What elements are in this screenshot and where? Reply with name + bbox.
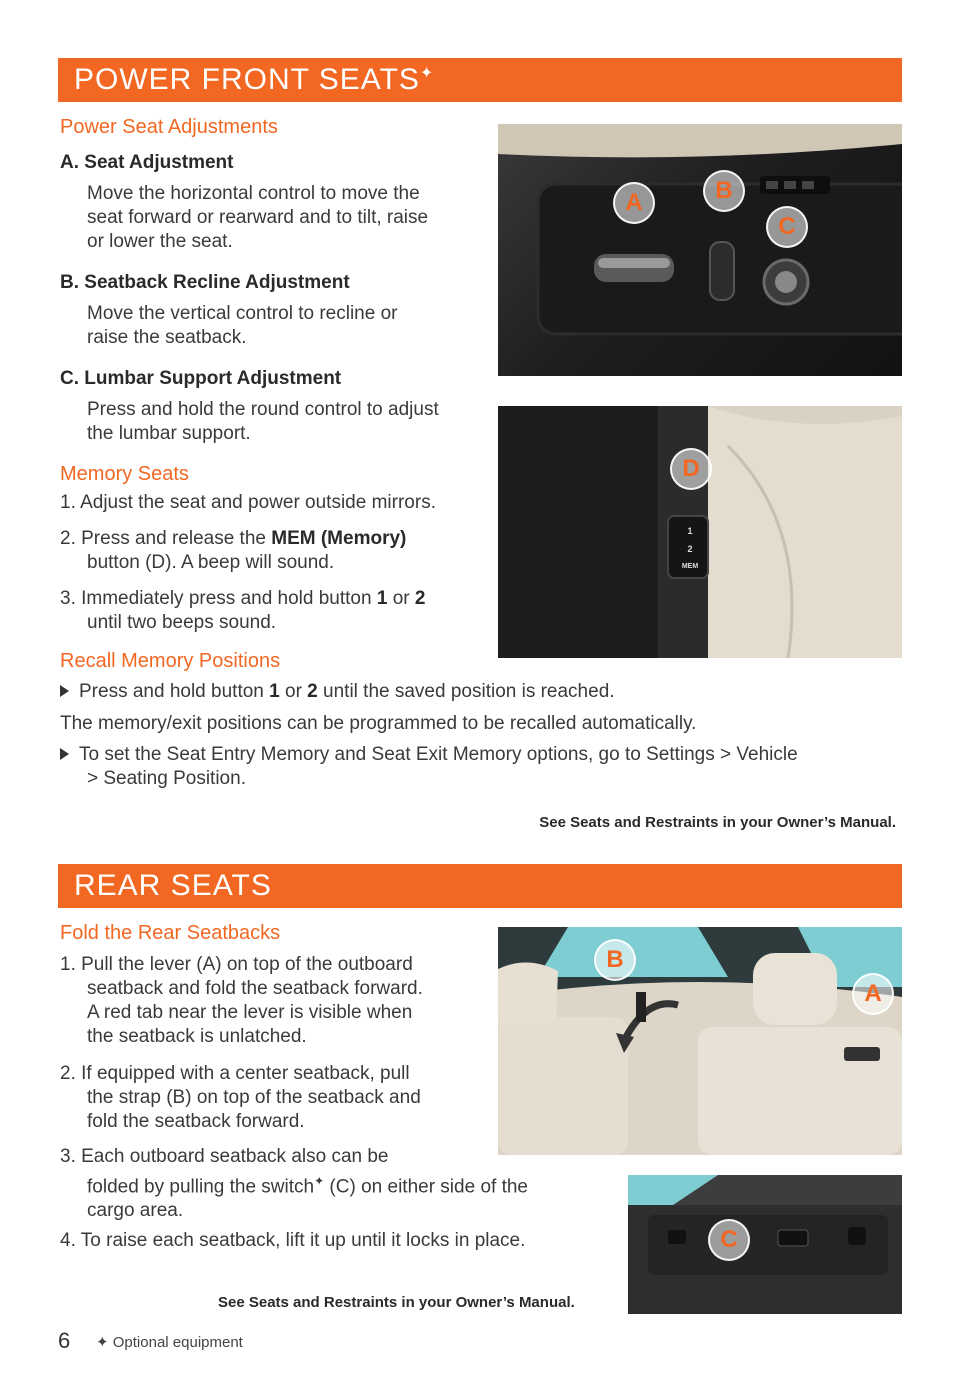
fold-step-4: 4. To raise each seatback, lift it up until it locks in place. bbox=[60, 1230, 526, 1251]
optional-equipment-mark: ✦ bbox=[314, 1174, 325, 1188]
marker-b: B bbox=[703, 170, 745, 212]
fold-rear-seatbacks-heading: Fold the Rear Seatbacks bbox=[60, 922, 281, 944]
seat-controls-photo bbox=[498, 124, 902, 376]
marker-c: C bbox=[766, 206, 808, 248]
optional-equipment-text: Optional equipment bbox=[112, 1334, 243, 1351]
cargo-area-illustration bbox=[628, 1175, 902, 1314]
memory-button-mem: MEM bbox=[681, 563, 699, 570]
fold-step-1: 1. Pull the lever (A) on top of the outboard seatback and fold the seatback forward. A red tab near the lever is visible when the seatback is unlatched. bbox=[60, 954, 423, 1047]
banner-title: REAR SEATS bbox=[74, 869, 272, 902]
section-banner-power-front-seats bbox=[58, 58, 902, 102]
bullet-arrow-icon bbox=[60, 685, 69, 697]
page-number: 6 bbox=[58, 1328, 71, 1353]
bullet-arrow-icon bbox=[60, 748, 69, 760]
owners-manual-reference: See Seats and Restraints in your Owner’s Manual. bbox=[539, 814, 896, 831]
memory-step-2: 2. Press and release the MEM (Memory) button (D). A beep will sound. bbox=[60, 528, 407, 573]
marker-d: D bbox=[670, 448, 712, 490]
memory-button-labels bbox=[680, 522, 700, 576]
rear-seats-photo bbox=[498, 927, 902, 1155]
recall-memory-heading: Recall Memory Positions bbox=[60, 650, 281, 672]
memory-step-1: 1. Adjust the seat and power outside mirrors. bbox=[60, 492, 436, 513]
recall-bullet-1: Press and hold button 1 or 2 until the saved position is reached. bbox=[60, 680, 615, 704]
fold-step-2: 2. If equipped with a center seatback, pull the strap (B) on top of the seatback and fold the seatback forward. bbox=[60, 1063, 421, 1132]
lumbar-support-text: Press and hold the round control to adjust the lumbar support. bbox=[87, 399, 439, 444]
rear-seats-illustration bbox=[498, 927, 902, 1155]
optional-equipment-mark: ✦ bbox=[419, 65, 435, 82]
marker-b: B bbox=[594, 939, 636, 981]
section-banner-rear-seats bbox=[58, 864, 902, 908]
memory-button-1: 1 bbox=[687, 526, 693, 536]
banner-title: POWER FRONT SEATS bbox=[74, 63, 420, 96]
seat-controls-illustration bbox=[498, 124, 902, 376]
marker-a: A bbox=[852, 973, 894, 1015]
recall-bullet-2: To set the Seat Entry Memory and Seat Exit Memory options, go to Settings > Vehicle > Seating Position. bbox=[60, 743, 798, 791]
memory-buttons-photo bbox=[498, 406, 902, 658]
marker-c: C bbox=[708, 1219, 750, 1261]
optional-equipment-legend bbox=[96, 1333, 243, 1351]
memory-step-3: 3. Immediately press and hold button 1 or 2 until two beeps sound. bbox=[60, 588, 426, 633]
optional-equipment-mark: ✦ bbox=[96, 1334, 109, 1351]
recall-note: The memory/exit positions can be programmed to be recalled automatically. bbox=[60, 713, 697, 734]
memory-panel-illustration bbox=[498, 406, 902, 658]
cargo-area-photo bbox=[628, 1175, 902, 1314]
seatback-recline-text: Move the vertical control to recline or raise the seatback. bbox=[87, 303, 398, 348]
memory-button-2: 2 bbox=[687, 544, 693, 554]
fold-step-3: 3. Each outboard seatback also can be folded by pulling the switch✦ (C) on either side of the cargo area. bbox=[60, 1146, 528, 1222]
memory-seats-heading: Memory Seats bbox=[60, 463, 189, 485]
power-seat-adjustments-heading: Power Seat Adjustments bbox=[60, 116, 278, 138]
lumbar-support-title: C. Lumbar Support Adjustment bbox=[60, 368, 342, 389]
owners-manual-reference: See Seats and Restraints in your Owner’s Manual. bbox=[218, 1294, 575, 1311]
seat-adjustment-title: A. Seat Adjustment bbox=[60, 152, 234, 173]
marker-a: A bbox=[613, 182, 655, 224]
seat-adjustment-text: Move the horizontal control to move the seat forward or rearward and to tilt, raise or lower the seat. bbox=[87, 183, 429, 252]
seatback-recline-title: B. Seatback Recline Adjustment bbox=[60, 272, 350, 293]
